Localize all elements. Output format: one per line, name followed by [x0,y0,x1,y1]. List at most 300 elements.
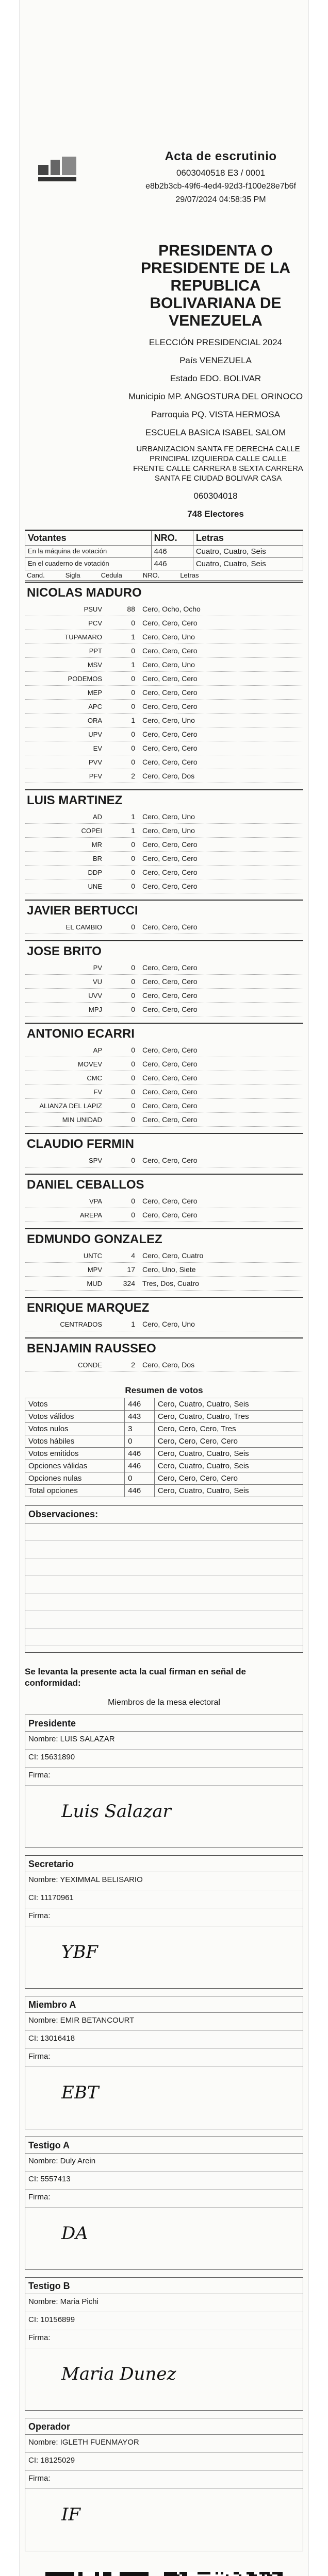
party-letters: Cero, Cero, Cero [142,688,198,697]
party-name: VU [92,977,102,986]
resumen-letters: Cero, Cuatro, Cuatro, Seis [154,1448,303,1460]
party-row [25,1208,303,1222]
party-votes: 0 [131,647,135,655]
party-letters: Cero, Cero, Cero [142,977,198,986]
party-letters: Cero, Cero, Cero [142,963,198,972]
party-votes: 0 [131,1074,135,1082]
party-name: MOVEV [78,1060,102,1068]
party-name: BR [92,854,102,862]
resumen-label: Total opciones [25,1485,125,1497]
parish: Parroquia PQ. VISTA HERMOSA [151,410,281,419]
col-nro: NRO. [151,531,193,546]
party-letters: Cero, Cero, Cero [142,882,198,890]
head-nro: NRO. [142,571,160,579]
party-name: MSV [87,660,102,669]
party-letters: Cero, Cero, Cero [142,1197,198,1205]
party-row [25,961,303,975]
member-box [25,2277,303,2411]
party-name: MR [91,840,102,849]
spacer [25,1127,303,1132]
party-name: PVV [88,758,102,766]
party-row [25,824,303,838]
party-letters: Cero, Cero, Cero [142,647,198,655]
party-votes: 1 [131,826,135,835]
party-letters: Cero, Cero, Cero [142,840,198,849]
resumen-label: Votos hábiles [25,1435,125,1448]
party-letters: Cero, Cero, Cero [142,730,198,738]
party-row [25,1358,303,1372]
candidate-block [25,1023,303,1132]
party-votes: 1 [131,660,135,669]
party-votes: 0 [131,1088,135,1096]
acta-document [20,0,308,2576]
party-votes: 2 [131,772,135,780]
party-name: MUD [87,1279,102,1287]
member-ci: CI: 5557413 [25,2172,303,2190]
candidate-name: ENRIQUE MARQUEZ [25,1297,303,1317]
party-letters: Cero, Cero, Cero [142,744,198,752]
head-letras: Letras [180,571,199,579]
party-votes: 324 [123,1279,135,1287]
closing-statement: Se levanta la presente acta la cual firman en señal de conformidad: [25,1667,246,1688]
row-machine-letters: Cuatro, Cuatro, Seis [193,546,303,558]
party-name: PV [93,963,102,972]
candidate-name: LUIS MARTINEZ [25,789,303,810]
member-role: Testigo A [25,2137,303,2154]
member-signature [25,2067,303,2129]
spacer [25,1222,303,1227]
party-votes: 0 [131,744,135,752]
school: ESCUELA BASICA ISABEL SALOM [145,428,286,437]
party-name: DDP [88,868,102,876]
candidate-name: CLAUDIO FERMIN [25,1133,303,1154]
party-letters: Cero, Cero, Cero [142,702,198,710]
party-letters: Cero, Cero, Dos [142,772,195,780]
party-letters: Cero, Cero, Cero [142,1156,198,1164]
party-votes: 0 [131,702,135,710]
member-firma-label: Firma: [25,1908,303,1926]
party-letters: Cero, Cero, Cuatro [142,1251,204,1260]
row-machine-nro: 446 [151,546,193,558]
party-row [25,700,303,714]
party-name: CENTRADOS [60,1320,102,1328]
party-letters: Cero, Cero, Uno [142,826,195,835]
resumen-row [25,1423,303,1435]
member-box [25,2137,303,2270]
candidate-name: DANIEL CEBALLOS [25,1174,303,1194]
party-row [25,1154,303,1167]
resumen-row [25,1485,303,1497]
member-name: Nombre: Maria Pichi [25,2294,303,2312]
party-row [25,727,303,741]
resumen-row [25,1435,303,1448]
party-votes: 0 [131,674,135,683]
party-name: FV [93,1088,102,1096]
acta-datetime: 29/07/2024 04:58:35 PM [175,195,266,204]
acta-header [25,0,303,242]
party-votes: 1 [131,633,135,641]
party-row [25,1057,303,1071]
spacer [25,1331,303,1336]
resumen-row [25,1460,303,1472]
party-votes: 0 [131,1046,135,1054]
col-voters: Votantes [25,531,152,546]
observations-box [25,1523,303,1653]
party-row [25,630,303,644]
party-row [25,1003,303,1016]
party-name: UPV [88,730,102,738]
party-row [25,1317,303,1331]
party-letters: Cero, Cero, Cero [142,1060,198,1068]
voters-summary-table [25,531,303,570]
party-votes: 2 [131,1361,135,1369]
member-firma-label: Firma: [25,2471,303,2489]
party-letters: Cero, Cero, Cero [142,923,198,931]
party-letters: Cero, Cero, Cero [142,1115,198,1124]
codes-area [25,2572,303,2576]
member-box [25,1855,303,1989]
party-name: SPV [88,1156,102,1164]
party-name: TUPAMARO [64,633,102,641]
head-sigla: Sigla [65,571,80,579]
party-row [25,1043,303,1057]
acta-title: Acta de escrutinio [165,149,277,163]
candidate-name: JAVIER BERTUCCI [25,900,303,920]
party-name: PPT [89,647,102,655]
party-row [25,920,303,934]
party-votes: 0 [131,758,135,766]
party-letters: Cero, Cero, Uno [142,1320,195,1328]
party-row [25,838,303,852]
barcode-icon [164,2572,283,2576]
party-votes: 0 [131,923,135,931]
party-letters: Tres, Dos, Cuatro [142,1279,199,1287]
party-name: MPV [87,1265,102,1274]
resumen-row [25,1398,303,1411]
candidate-block [25,789,303,899]
acta-uuid: e8b2b3cb-49f6-4ed4-92d3-f100e28e7b6f [145,182,296,191]
party-row [25,686,303,700]
party-letters: Cero, Cero, Uno [142,716,195,724]
signature-text: IF [61,2504,81,2525]
candidate-block [25,940,303,1022]
member-role: Operador [25,2418,303,2435]
municipality: Municipio MP. ANGOSTURA DEL ORINOCO [128,392,303,401]
resumen-nro: 443 [125,1411,155,1423]
resumen-nro: 446 [125,1460,155,1472]
party-letters: Cero, Cero, Uno [142,660,195,669]
party-row [25,989,303,1003]
candidate-block [25,1297,303,1336]
member-signature [25,2348,303,2410]
party-letters: Cero, Cero, Cero [142,1074,198,1082]
party-votes: 0 [131,1101,135,1110]
party-votes: 0 [131,1156,135,1164]
party-row [25,755,303,769]
party-votes: 0 [131,1211,135,1219]
party-letters: Cero, Cero, Cero [142,619,198,627]
signature-text: Maria Dunez [61,2364,176,2384]
resumen-label: Opciones válidas [25,1460,125,1472]
row-machine-label: En la máquina de votación [25,546,152,558]
spacer [25,1291,303,1296]
party-row [25,1194,303,1208]
party-letters: Cero, Cero, Cero [142,868,198,876]
country: País VENEZUELA [179,355,252,365]
resumen-row [25,1411,303,1423]
candidate-block [25,1337,303,1377]
member-signature [25,1926,303,1988]
spacer [25,893,303,899]
party-row [25,658,303,672]
member-role: Presidente [25,1715,303,1732]
resumen-label: Votos [25,1398,125,1411]
resumen-label: Opciones nulas [25,1472,125,1485]
resumen-nro: 3 [125,1423,155,1435]
resumen-label: Votos nulos [25,1423,125,1435]
resumen-table [25,1398,303,1497]
party-votes: 4 [131,1251,135,1260]
member-role: Secretario [25,1856,303,1872]
party-name: COPEI [81,826,102,835]
party-name: APC [88,702,102,710]
spacer [25,934,303,939]
acta-number: 0603040518 E3 / 0001 [176,168,266,178]
mesa-title: Miembros de la mesa electoral [108,1698,220,1707]
party-letters: Cero, Cero, Cero [142,758,198,766]
member-signature [25,1786,303,1848]
party-letters: Cero, Cero, Cero [142,1046,198,1054]
party-votes: 1 [131,1320,135,1328]
party-letters: Cero, Cero, Cero [142,1088,198,1096]
party-letters: Cero, Cero, Cero [142,854,198,862]
party-name: PCV [88,619,102,627]
col-letters: Letras [193,531,303,546]
party-letters: Cero, Cero, Cero [142,1211,198,1219]
resumen-nro: 0 [125,1435,155,1448]
resumen-row [25,1472,303,1485]
party-letters: Cero, Cero, Cero [142,1005,198,1013]
party-votes: 0 [131,854,135,862]
party-row [25,810,303,824]
row-notebook-label: En el cuaderno de votación [25,558,152,570]
party-name: AREPA [79,1211,102,1219]
party-letters: Cero, Cero, Dos [142,1361,195,1369]
candidate-block [25,1174,303,1227]
member-box [25,1996,303,2129]
party-row [25,616,303,630]
party-name: ALIANZA DEL LAPIZ [39,1101,102,1110]
resumen-label: Votos válidos [25,1411,125,1423]
party-name: VPA [89,1197,102,1205]
resumen-letters: Cero, Cero, Cero, Cero [154,1472,303,1485]
party-votes: 1 [131,812,135,821]
party-row [25,975,303,989]
party-name: AD [92,812,102,821]
party-name: CMC [87,1074,102,1082]
signature-text: YBF [61,1942,99,1962]
party-row [25,769,303,783]
party-letters: Cero, Cero, Uno [142,633,195,641]
member-role: Miembro A [25,1996,303,2013]
candidate-name: NICOLAS MADURO [25,582,303,602]
party-votes: 1 [131,716,135,724]
party-votes: 0 [131,619,135,627]
party-name: MPJ [89,1005,102,1013]
member-signature [25,2208,303,2269]
spacer [25,783,303,788]
state: Estado EDO. BOLIVAR [170,374,261,383]
party-votes: 0 [131,991,135,999]
party-row [25,852,303,866]
spacer [25,1372,303,1377]
member-box [25,2418,303,2551]
member-firma-label: Firma: [25,2330,303,2348]
member-ci: CI: 13016418 [25,2031,303,2049]
party-votes: 0 [131,1115,135,1124]
signature-text: DA [61,2223,88,2244]
member-name: Nombre: IGLETH FUENMAYOR [25,2435,303,2453]
candidate-name: BENJAMIN RAUSSEO [25,1337,303,1358]
head-cand: Cand. [27,571,45,579]
party-votes: 0 [131,1005,135,1013]
address: URBANIZACION SANTA FE DERECHA CALLE PRINCIPAL IZQUIERDA CALLE CALLE FRENTE CALLE CARRERA 8 SEXTA CARRERA SANTA FE CIUDAD BOLIVAR CASA [133,445,303,483]
member-ci: CI: 11170961 [25,1890,303,1908]
qr-code-icon [45,2572,149,2576]
party-votes: 88 [127,605,135,613]
candidate-block [25,1133,303,1173]
row-notebook-nro: 446 [151,558,193,570]
party-name: PSUV [84,605,102,613]
resumen-title: Resumen de votos [125,1385,203,1395]
office-title: PRESIDENTA O PRESIDENTE DE LA REPUBLICA BOLIVARIANA DE VENEZUELA [140,242,291,329]
member-name: Nombre: Duly Arein [25,2154,303,2172]
party-row [25,866,303,879]
party-row [25,1099,303,1113]
member-ci: CI: 15631890 [25,1750,303,1768]
head-cedula: Cedula [101,571,122,579]
party-name: EL CAMBIO [65,923,102,931]
spacer [25,1016,303,1022]
resumen-nro: 0 [125,1472,155,1485]
party-row [25,1085,303,1099]
party-letters: Cero, Ocho, Ocho [142,605,201,613]
party-name: ORA [87,716,102,724]
party-name: UNE [88,882,102,890]
party-name: PODEMOS [68,674,102,683]
election-name: ELECCIÓN PRESIDENCIAL 2024 [149,337,283,347]
party-votes: 0 [131,1060,135,1068]
candidate-name: EDMUNDO GONZALEZ [25,1228,303,1249]
resumen-letters: Cero, Cuatro, Cuatro, Seis [154,1460,303,1472]
party-row [25,1071,303,1085]
party-name: UVV [88,991,102,999]
row-notebook-letters: Cuatro, Cuatro, Seis [193,558,303,570]
party-row [25,1113,303,1127]
party-row [25,644,303,658]
candidate-block [25,582,303,788]
member-ci: CI: 10156899 [25,2312,303,2330]
resumen-letters: Cero, Cuatro, Cuatro, Seis [154,1398,303,1411]
member-role: Testigo B [25,2278,303,2294]
resumen-row [25,1448,303,1460]
candidate-block [25,900,303,939]
resumen-nro: 446 [125,1485,155,1497]
party-name: AP [93,1046,102,1054]
resumen-letters: Cero, Cero, Cero, Tres [154,1423,303,1435]
resumen-nro: 446 [125,1398,155,1411]
candidate-name: JOSE BRITO [25,940,303,961]
spacer [25,1167,303,1173]
member-name: Nombre: EMIR BETANCOURT [25,2013,303,2031]
member-ci: CI: 18125029 [25,2453,303,2471]
party-row [25,879,303,893]
party-letters: Cero, Cero, Cero [142,1101,198,1110]
party-letters: Cero, Cero, Uno [142,812,195,821]
member-firma-label: Firma: [25,1768,303,1786]
party-votes: 0 [131,977,135,986]
signature-text: Luis Salazar [61,1801,171,1822]
party-letters: Cero, Cero, Cero [142,674,198,683]
resumen-letters: Cero, Cuatro, Cuatro, Seis [154,1485,303,1497]
party-row [25,1263,303,1277]
center-code: 060304018 [193,491,238,501]
party-row [25,602,303,616]
resumen-label: Votos emitidos [25,1448,125,1460]
party-votes: 0 [131,688,135,697]
cne-logo-icon [37,155,78,185]
observations-title: Observaciones: [25,1505,303,1523]
member-box [25,1715,303,1848]
electors: 748 Electores [187,509,244,519]
party-votes: 0 [131,868,135,876]
party-letters: Cero, Cero, Cero [142,991,198,999]
member-name: Nombre: YEXIMMAL BELISARIO [25,1872,303,1890]
resumen-letters: Cero, Cuatro, Cuatro, Tres [154,1411,303,1423]
party-votes: 0 [131,730,135,738]
resumen-letters: Cero, Cero, Cero, Cero [154,1435,303,1448]
candidate-name: ANTONIO ECARRI [25,1023,303,1043]
party-name: PFV [89,772,102,780]
party-row [25,672,303,686]
resumen-nro: 446 [125,1448,155,1460]
party-name: EV [93,744,102,752]
party-row [25,1277,303,1291]
party-row [25,741,303,755]
party-letters: Cero, Uno, Siete [142,1265,196,1274]
party-votes: 0 [131,882,135,890]
party-row [25,1249,303,1263]
members-list [25,1715,303,2551]
candidate-block [25,1228,303,1296]
party-votes: 0 [131,963,135,972]
party-votes: 0 [131,840,135,849]
member-signature [25,2489,303,2551]
party-name: MIN UNIDAD [62,1115,102,1124]
member-firma-label: Firma: [25,2049,303,2067]
party-name: MEP [87,688,102,697]
party-votes: 17 [127,1265,135,1274]
party-votes: 0 [131,1197,135,1205]
member-name: Nombre: LUIS SALAZAR [25,1732,303,1750]
party-name: CONDE [78,1361,102,1369]
signature-text: EBT [61,2082,99,2103]
party-name: UNTC [83,1251,102,1260]
party-row [25,714,303,727]
member-firma-label: Firma: [25,2190,303,2208]
candidates-list [25,582,303,1377]
candidates-header [25,570,303,581]
